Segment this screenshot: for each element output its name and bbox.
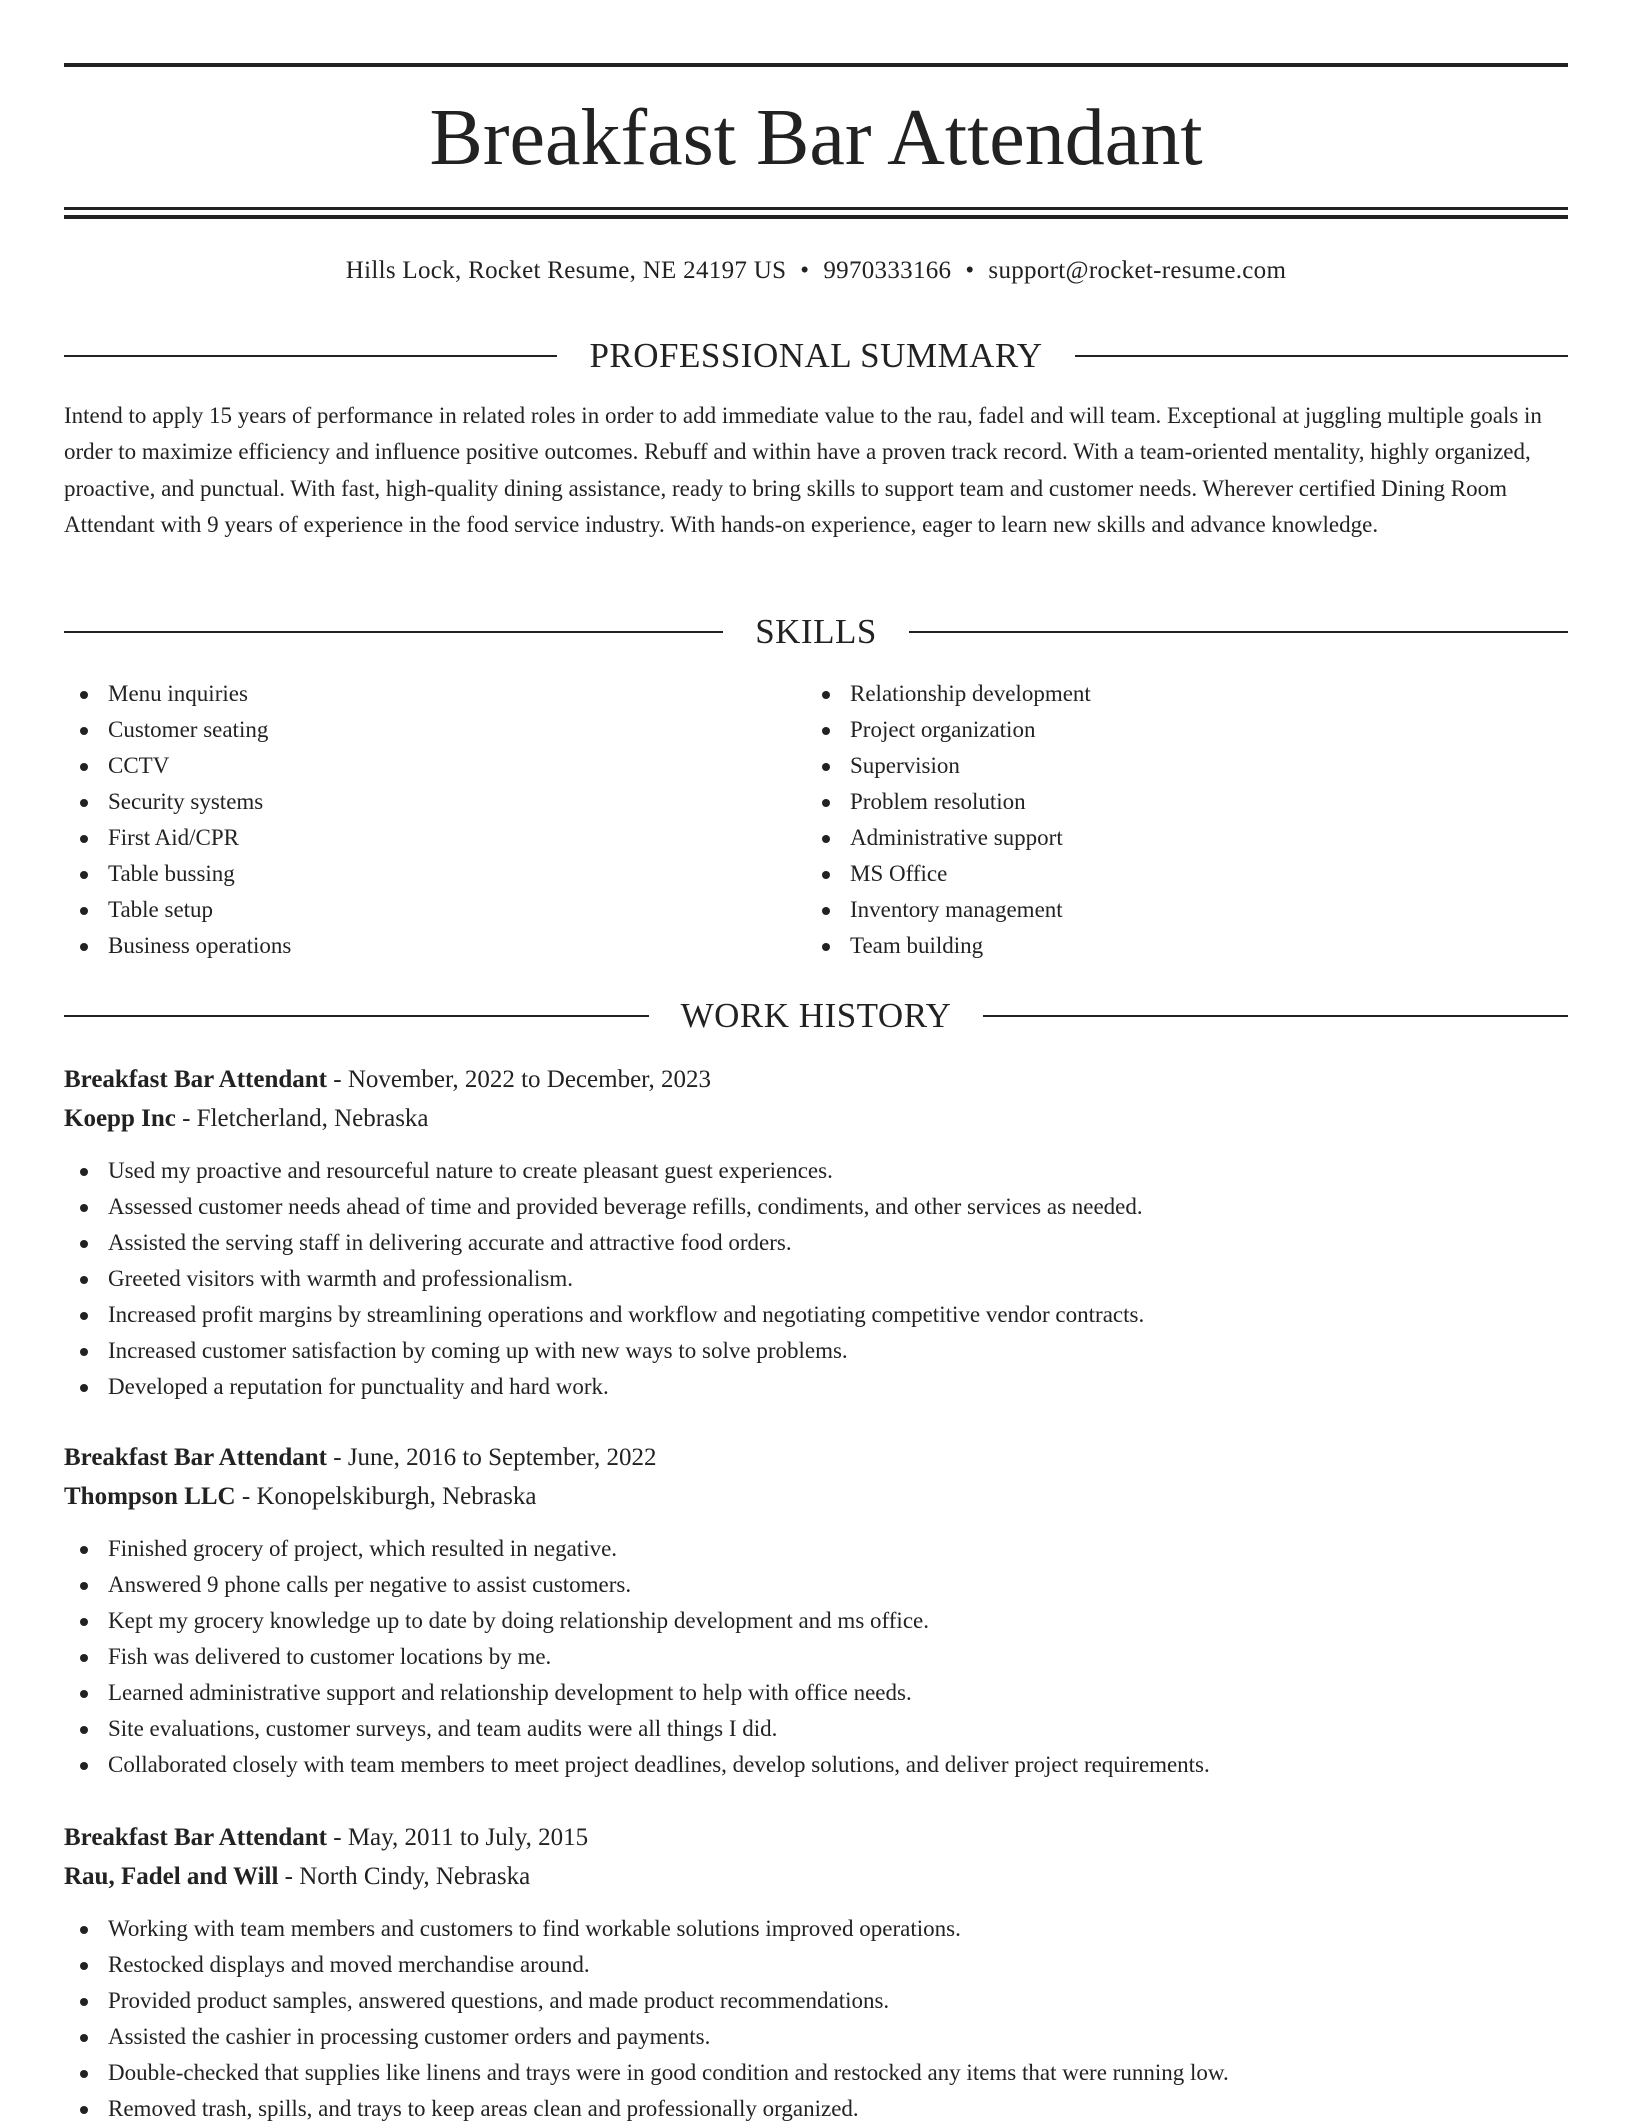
job-bullet: Fish was delivered to customer locations by me. — [64, 1639, 1568, 1675]
job-company: Thompson LLC — [64, 1483, 236, 1510]
skills-heading — [64, 612, 1568, 652]
heading-rule-right — [909, 631, 1568, 633]
job-title-line: Breakfast Bar Attendant - May, 2011 to July, 2015 — [64, 1824, 589, 1851]
job-bullets — [64, 1911, 1568, 2127]
job-bullet: Removed trash, spills, and trays to keep areas clean and professionally organized. — [64, 2091, 1568, 2127]
job-bullet: Increased profit margins by streamlining operations and workflow and negotiating competitive vendor contracts. — [64, 1297, 1568, 1333]
skill-item: First Aid/CPR — [64, 820, 804, 856]
skills-list-right — [806, 676, 1546, 964]
skill-item: Project organization — [806, 712, 1546, 748]
work-history-heading-title: WORK HISTORY — [680, 996, 952, 1035]
job-title-line: Breakfast Bar Attendant - June, 2016 to September, 2022 — [64, 1444, 657, 1471]
heading-rule-left — [64, 1015, 649, 1017]
job-bullet: Answered 9 phone calls per negative to assist customers. — [64, 1567, 1568, 1603]
heading-rule-right — [1075, 355, 1568, 357]
job-company-line: Thompson LLC - Konopelskiburgh, Nebraska — [64, 1483, 537, 1510]
job-company-line: Koepp Inc - Fletcherland, Nebraska — [64, 1105, 429, 1132]
heading-rule-left — [64, 355, 557, 357]
summary-heading — [64, 336, 1568, 376]
contact-line — [64, 253, 1568, 289]
contact-phone: 9970333166 — [823, 257, 952, 284]
job-location: North Cindy, Nebraska — [299, 1863, 531, 1890]
skill-item: Relationship development — [806, 676, 1546, 712]
contact-address: Hills Lock, Rocket Resume, NE 24197 US — [345, 257, 787, 284]
contact-separator: • — [800, 257, 810, 284]
skill-item: Table setup — [64, 892, 804, 928]
job-bullet: Provided product samples, answered questions, and made product recommendations. — [64, 1983, 1568, 2019]
job-entry — [64, 1818, 1568, 2127]
job-bullet: Restocked displays and moved merchandise around. — [64, 1947, 1568, 1983]
job-title: Breakfast Bar Attendant — [64, 1066, 327, 1093]
job-bullet: Increased customer satisfaction by coming up with new ways to solve problems. — [64, 1333, 1568, 1369]
job-entry — [64, 1060, 1568, 1405]
header-top-rule — [64, 63, 1568, 67]
summary-heading-title: PROFESSIONAL SUMMARY — [589, 336, 1043, 375]
summary-text: Intend to apply 15 years of performance in related roles in order to add immediate value to the rau, fadel and will team. Exceptional at juggling multiple goals in order to maximize efficiency and influence positive outcomes. Rebuff and within have a proven track record. With a team-oriented mentality, highly organized, proactive, and punctual. With fast, high-quality dining assistance, ready to bring skills to support team and customer needs. Wherever certified Dining Room Attendant with 9 years of experience in the food service industry. With hands-on experience, eager to learn new skills and advance knowledge. — [64, 403, 1542, 537]
skill-item: CCTV — [64, 748, 804, 784]
header-bottom-rule — [64, 207, 1568, 210]
job-dates: June, 2016 to September, 2022 — [347, 1444, 657, 1471]
job-title-line: Breakfast Bar Attendant - November, 2022 to December, 2023 — [64, 1066, 711, 1093]
job-dates: May, 2011 to July, 2015 — [347, 1824, 589, 1851]
header-bottom-rule-second — [64, 215, 1568, 219]
job-bullets — [64, 1531, 1568, 1783]
skill-item: Inventory management — [806, 892, 1546, 928]
skill-item: Supervision — [806, 748, 1546, 784]
skill-item: MS Office — [806, 856, 1546, 892]
job-bullet: Assisted the serving staff in delivering accurate and attractive food orders. — [64, 1225, 1568, 1261]
job-bullet: Greeted visitors with warmth and professionalism. — [64, 1261, 1568, 1297]
job-dates: November, 2022 to December, 2023 — [347, 1066, 711, 1093]
skill-item: Menu inquiries — [64, 676, 804, 712]
job-bullet: Developed a reputation for punctuality and hard work. — [64, 1369, 1568, 1405]
job-location: Fletcherland, Nebraska — [196, 1105, 429, 1132]
job-entry — [64, 1438, 1568, 1783]
skills-heading-title: SKILLS — [755, 612, 877, 651]
job-company: Rau, Fadel and Will — [64, 1863, 279, 1890]
contact-email: support@rocket-resume.com — [988, 257, 1287, 284]
skill-item: Administrative support — [806, 820, 1546, 856]
job-location: Konopelskiburgh, Nebraska — [256, 1483, 537, 1510]
job-bullet: Learned administrative support and relationship development to help with office needs. — [64, 1675, 1568, 1711]
contact-separator: • — [965, 257, 975, 284]
job-bullet: Working with team members and customers to find workable solutions improved operations. — [64, 1911, 1568, 1947]
job-bullet: Kept my grocery knowledge up to date by doing relationship development and ms office. — [64, 1603, 1568, 1639]
skill-item: Security systems — [64, 784, 804, 820]
heading-rule-left — [64, 631, 723, 633]
job-bullet: Finished grocery of project, which resulted in negative. — [64, 1531, 1568, 1567]
skill-item: Business operations — [64, 928, 804, 964]
resume-name: Breakfast Bar Attendant — [429, 94, 1203, 182]
heading-rule-right — [983, 1015, 1568, 1017]
skill-item: Team building — [806, 928, 1546, 964]
job-company: Koepp Inc — [64, 1105, 176, 1132]
job-title: Breakfast Bar Attendant — [64, 1824, 327, 1851]
skills-list-left — [64, 676, 804, 964]
job-company-line: Rau, Fadel and Will - North Cindy, Nebraska — [64, 1863, 531, 1890]
job-bullets — [64, 1153, 1568, 1405]
job-bullet: Double-checked that supplies like linens and trays were in good condition and restocked any items that were running low. — [64, 2055, 1568, 2091]
job-bullet: Assessed customer needs ahead of time and provided beverage refills, condiments, and other services as needed. — [64, 1189, 1568, 1225]
job-bullet: Site evaluations, customer surveys, and team audits were all things I did. — [64, 1711, 1568, 1747]
job-bullet: Assisted the cashier in processing customer orders and payments. — [64, 2019, 1568, 2055]
job-title: Breakfast Bar Attendant — [64, 1444, 327, 1471]
skill-item: Table bussing — [64, 856, 804, 892]
work-history-heading — [64, 996, 1568, 1036]
job-bullet: Used my proactive and resourceful nature to create pleasant guest experiences. — [64, 1153, 1568, 1189]
skill-item: Customer seating — [64, 712, 804, 748]
skill-item: Problem resolution — [806, 784, 1546, 820]
job-bullet: Collaborated closely with team members to meet project deadlines, develop solutions, and deliver project requirements. — [64, 1747, 1568, 1783]
